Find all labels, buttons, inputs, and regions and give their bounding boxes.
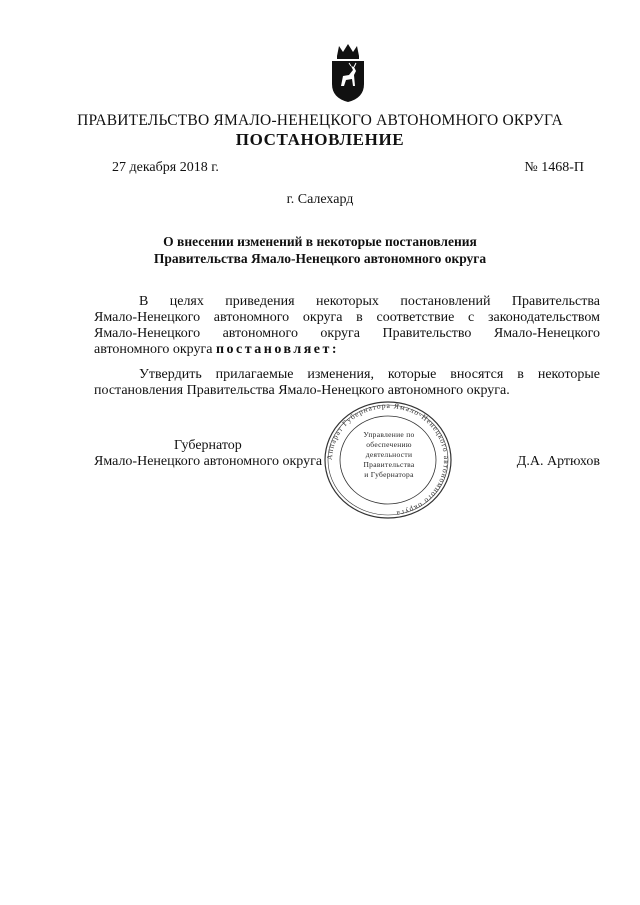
paragraph-text: автономного округа <box>94 342 213 357</box>
government-name: ПРАВИТЕЛЬСТВО ЯМАЛО-НЕНЕЦКОГО АВТОНОМНОГО ОКРУГА <box>77 112 563 129</box>
document-type: ПОСТАНОВЛЕНИЕ <box>235 130 405 149</box>
paragraph-preamble <box>94 294 600 358</box>
paragraph-line: постановления Правительства Ямало-Ненецкого автономного округа. <box>94 383 510 398</box>
paragraph-line: Утвердить прилагаемые изменения, которые вносятся в некоторые <box>139 367 600 382</box>
signature-position-line: Ямало-Ненецкого автономного округа <box>94 454 323 469</box>
seal-inner-text <box>353 430 425 480</box>
document-title <box>0 233 640 267</box>
paragraph-line <box>94 342 600 358</box>
signature-position <box>94 438 344 470</box>
paragraph-line: В целях приведения некоторых постановлений Правительства <box>139 294 600 309</box>
seal-line: и Губернатора <box>364 470 414 479</box>
seal-line: обеспечению <box>366 440 412 449</box>
document-date: 27 декабря 2018 г. <box>112 160 219 175</box>
paragraph-resolution <box>94 367 600 399</box>
yamal-coat-of-arms-icon <box>329 42 367 104</box>
paragraph-line: Ямало-Ненецкого автономного округа в соответствие с законодательством <box>94 310 600 325</box>
document-city: г. Салехард <box>286 192 354 207</box>
signatory-name: Д.А. Артюхов <box>516 454 600 469</box>
document-number: № 1468-П <box>524 160 584 175</box>
paragraph-line: Ямало-Ненецкого автономного округа Правительство Ямало-Ненецкого <box>94 326 600 341</box>
seal-line: Правительства <box>363 460 415 469</box>
title-line: О внесении изменений в некоторые постановления <box>163 234 477 249</box>
seal-ring-text: Аппарат Губернатора Ямало-Ненецкого автономного округа <box>324 400 452 519</box>
seal-line: деятельности <box>365 450 413 459</box>
seal-line: Управление по <box>363 430 415 439</box>
signature-position-line: Губернатор <box>174 438 242 453</box>
title-line: Правительства Ямало-Ненецкого автономного округа <box>153 251 487 266</box>
decree-keyword: постановляет: <box>215 342 340 357</box>
